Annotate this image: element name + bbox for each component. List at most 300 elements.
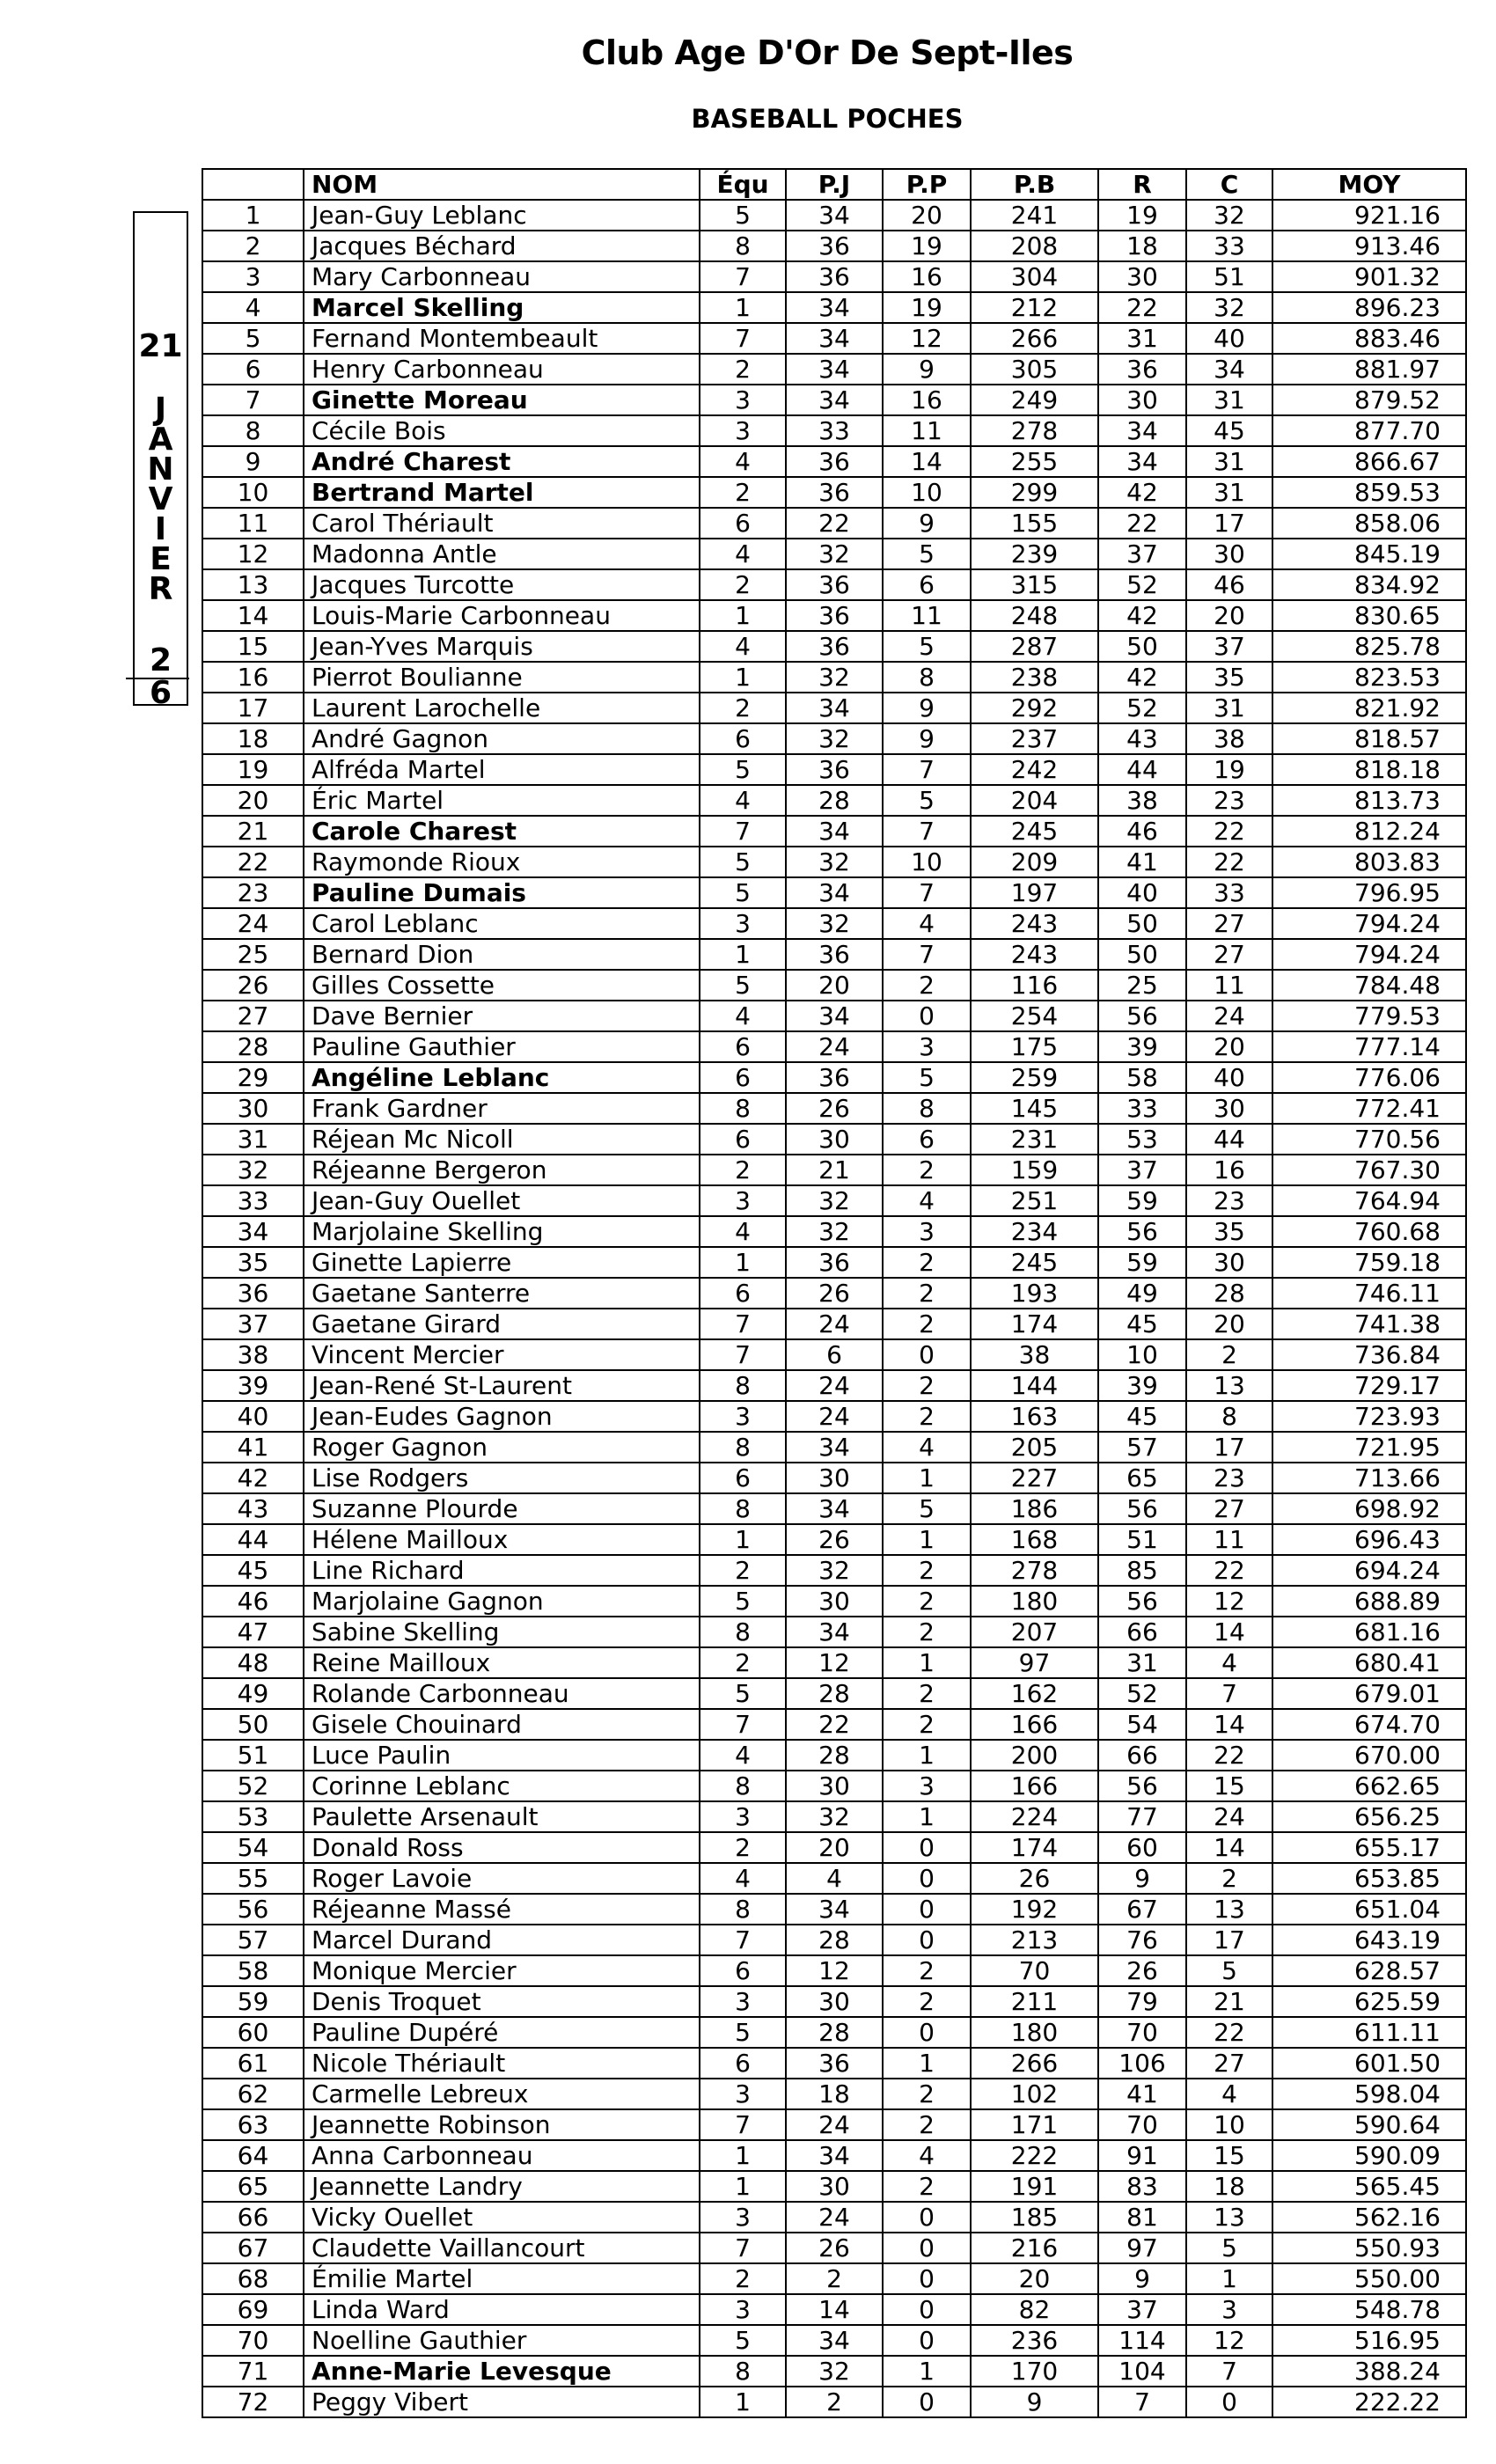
cell-rank: 26 xyxy=(202,970,304,1001)
cell-r: 42 xyxy=(1098,600,1186,631)
cell-pb: 222 xyxy=(971,2140,1098,2171)
cell-c: 45 xyxy=(1186,415,1272,446)
cell-pb: 299 xyxy=(971,477,1098,508)
cell-pp: 14 xyxy=(883,446,971,477)
table-row xyxy=(202,1986,1466,2017)
cell-pb: 174 xyxy=(971,1309,1098,1339)
cell-pb: 242 xyxy=(971,754,1098,785)
cell-c: 33 xyxy=(1186,877,1272,908)
cell-name: Monique Mercier xyxy=(304,1955,700,1986)
cell-c: 22 xyxy=(1186,1740,1272,1771)
cell-name: Jean-Guy Leblanc xyxy=(304,200,700,231)
cell-name: Laurent Larochelle xyxy=(304,693,700,723)
cell-name: Vincent Mercier xyxy=(304,1339,700,1370)
table-row xyxy=(202,354,1466,385)
cell-r: 114 xyxy=(1098,2325,1186,2356)
cell-pj: 24 xyxy=(786,1309,883,1339)
cell-name: Ginette Lapierre xyxy=(304,1247,700,1278)
cell-r: 52 xyxy=(1098,693,1186,723)
cell-pj: 20 xyxy=(786,1832,883,1863)
cell-name: Alfréda Martel xyxy=(304,754,700,785)
cell-pj: 26 xyxy=(786,2233,883,2263)
cell-pb: 162 xyxy=(971,1678,1098,1709)
cell-rank: 45 xyxy=(202,1555,304,1586)
table-row xyxy=(202,1432,1466,1463)
cell-c: 20 xyxy=(1186,600,1272,631)
cell-equ: 2 xyxy=(700,2263,786,2294)
cell-rank: 16 xyxy=(202,662,304,693)
cell-pp: 0 xyxy=(883,2294,971,2325)
cell-c: 22 xyxy=(1186,1555,1272,1586)
cell-pj: 34 xyxy=(786,292,883,323)
cell-name: Frank Gardner xyxy=(304,1093,700,1124)
cell-c: 24 xyxy=(1186,1801,1272,1832)
cell-pp: 5 xyxy=(883,631,971,662)
cell-pj: 36 xyxy=(786,939,883,970)
cell-r: 36 xyxy=(1098,354,1186,385)
cell-r: 41 xyxy=(1098,2079,1186,2109)
cell-pj: 33 xyxy=(786,415,883,446)
cell-name: Mary Carbonneau xyxy=(304,261,700,292)
cell-c: 32 xyxy=(1186,292,1272,323)
cell-pp: 12 xyxy=(883,323,971,354)
cell-pp: 1 xyxy=(883,2048,971,2079)
cell-c: 13 xyxy=(1186,1894,1272,1925)
cell-name: Marjolaine Gagnon xyxy=(304,1586,700,1617)
cell-rank: 28 xyxy=(202,1031,304,1062)
cell-equ: 7 xyxy=(700,1309,786,1339)
date-day-start: 21 xyxy=(138,328,183,364)
cell-r: 34 xyxy=(1098,415,1186,446)
cell-name: Gaetane Santerre xyxy=(304,1278,700,1309)
cell-rank: 48 xyxy=(202,1647,304,1678)
cell-name: Louis-Marie Carbonneau xyxy=(304,600,700,631)
cell-pp: 9 xyxy=(883,693,971,723)
cell-moy: 858.06 xyxy=(1272,508,1466,539)
cell-equ: 2 xyxy=(700,1555,786,1586)
cell-name: Line Richard xyxy=(304,1555,700,1586)
cell-pj: 30 xyxy=(786,1463,883,1493)
cell-pb: 245 xyxy=(971,816,1098,847)
cell-pj: 32 xyxy=(786,539,883,569)
cell-name: Cécile Bois xyxy=(304,415,700,446)
cell-moy: 565.45 xyxy=(1272,2171,1466,2202)
cell-moy: 550.00 xyxy=(1272,2263,1466,2294)
cell-c: 34 xyxy=(1186,354,1272,385)
cell-rank: 70 xyxy=(202,2325,304,2356)
cell-pb: 211 xyxy=(971,1986,1098,2017)
cell-r: 52 xyxy=(1098,1678,1186,1709)
cell-equ: 2 xyxy=(700,693,786,723)
cell-pp: 16 xyxy=(883,261,971,292)
cell-r: 104 xyxy=(1098,2356,1186,2387)
cell-pj: 30 xyxy=(786,1586,883,1617)
cell-equ: 6 xyxy=(700,508,786,539)
cell-c: 31 xyxy=(1186,477,1272,508)
cell-r: 39 xyxy=(1098,1370,1186,1401)
cell-pb: 213 xyxy=(971,1925,1098,1955)
cell-pb: 102 xyxy=(971,2079,1098,2109)
cell-r: 45 xyxy=(1098,1401,1186,1432)
cell-moy: 879.52 xyxy=(1272,385,1466,415)
cell-pb: 20 xyxy=(971,2263,1098,2294)
table-row xyxy=(202,631,1466,662)
cell-rank: 11 xyxy=(202,508,304,539)
cell-c: 31 xyxy=(1186,446,1272,477)
cell-rank: 12 xyxy=(202,539,304,569)
cell-c: 19 xyxy=(1186,754,1272,785)
column-header-pp: P.P xyxy=(883,169,971,200)
cell-r: 45 xyxy=(1098,1309,1186,1339)
cell-equ: 8 xyxy=(700,1617,786,1647)
cell-r: 83 xyxy=(1098,2171,1186,2202)
table-row xyxy=(202,847,1466,877)
cell-rank: 23 xyxy=(202,877,304,908)
cell-rank: 38 xyxy=(202,1339,304,1370)
cell-pp: 2 xyxy=(883,970,971,1001)
table-row xyxy=(202,1247,1466,1278)
cell-r: 57 xyxy=(1098,1432,1186,1463)
cell-rank: 36 xyxy=(202,1278,304,1309)
cell-pb: 292 xyxy=(971,693,1098,723)
cell-rank: 5 xyxy=(202,323,304,354)
cell-pj: 32 xyxy=(786,1801,883,1832)
cell-name: Jean-Yves Marquis xyxy=(304,631,700,662)
cell-moy: 601.50 xyxy=(1272,2048,1466,2079)
cell-pp: 5 xyxy=(883,785,971,816)
table-row xyxy=(202,2017,1466,2048)
cell-name: Pauline Gauthier xyxy=(304,1031,700,1062)
cell-name: André Gagnon xyxy=(304,723,700,754)
cell-pb: 26 xyxy=(971,1863,1098,1894)
cell-rank: 43 xyxy=(202,1493,304,1524)
cell-moy: 821.92 xyxy=(1272,693,1466,723)
cell-pj: 32 xyxy=(786,847,883,877)
cell-pb: 251 xyxy=(971,1185,1098,1216)
cell-equ: 3 xyxy=(700,1801,786,1832)
cell-c: 44 xyxy=(1186,1124,1272,1155)
cell-rank: 30 xyxy=(202,1093,304,1124)
table-row xyxy=(202,908,1466,939)
cell-pb: 191 xyxy=(971,2171,1098,2202)
cell-pb: 82 xyxy=(971,2294,1098,2325)
column-header-c: C xyxy=(1186,169,1272,200)
cell-pp: 3 xyxy=(883,1771,971,1801)
cell-equ: 3 xyxy=(700,1986,786,2017)
cell-pb: 236 xyxy=(971,2325,1098,2356)
table-row xyxy=(202,1524,1466,1555)
cell-pb: 171 xyxy=(971,2109,1098,2140)
cell-moy: 803.83 xyxy=(1272,847,1466,877)
cell-rank: 39 xyxy=(202,1370,304,1401)
cell-r: 58 xyxy=(1098,1062,1186,1093)
cell-r: 70 xyxy=(1098,2109,1186,2140)
cell-name: Paulette Arsenault xyxy=(304,1801,700,1832)
cell-r: 26 xyxy=(1098,1955,1186,1986)
cell-moy: 698.92 xyxy=(1272,1493,1466,1524)
cell-pb: 174 xyxy=(971,1832,1098,1863)
cell-pp: 10 xyxy=(883,847,971,877)
table-row xyxy=(202,323,1466,354)
cell-rank: 50 xyxy=(202,1709,304,1740)
cell-r: 52 xyxy=(1098,569,1186,600)
cell-rank: 61 xyxy=(202,2048,304,2079)
cell-equ: 7 xyxy=(700,1925,786,1955)
cell-c: 11 xyxy=(1186,970,1272,1001)
date-month-letter: N xyxy=(147,451,174,488)
cell-pj: 34 xyxy=(786,1432,883,1463)
cell-equ: 1 xyxy=(700,2171,786,2202)
cell-r: 56 xyxy=(1098,1493,1186,1524)
cell-c: 13 xyxy=(1186,1370,1272,1401)
cell-pb: 216 xyxy=(971,2233,1098,2263)
cell-moy: 388.24 xyxy=(1272,2356,1466,2387)
cell-equ: 5 xyxy=(700,754,786,785)
cell-name: Reine Mailloux xyxy=(304,1647,700,1678)
cell-pj: 28 xyxy=(786,1678,883,1709)
cell-equ: 1 xyxy=(700,2387,786,2417)
cell-equ: 8 xyxy=(700,2356,786,2387)
cell-pb: 259 xyxy=(971,1062,1098,1093)
cell-pb: 180 xyxy=(971,2017,1098,2048)
cell-moy: 643.19 xyxy=(1272,1925,1466,1955)
table-row xyxy=(202,1832,1466,1863)
cell-rank: 67 xyxy=(202,2233,304,2263)
cell-c: 14 xyxy=(1186,1617,1272,1647)
cell-moy: 913.46 xyxy=(1272,231,1466,261)
cell-r: 37 xyxy=(1098,1155,1186,1185)
cell-r: 19 xyxy=(1098,200,1186,231)
cell-moy: 921.16 xyxy=(1272,200,1466,231)
cell-pj: 34 xyxy=(786,354,883,385)
cell-pb: 212 xyxy=(971,292,1098,323)
cell-c: 31 xyxy=(1186,385,1272,415)
cell-pj: 14 xyxy=(786,2294,883,2325)
cell-equ: 6 xyxy=(700,1062,786,1093)
cell-c: 14 xyxy=(1186,1709,1272,1740)
table-row xyxy=(202,1031,1466,1062)
table-row xyxy=(202,446,1466,477)
cell-pb: 243 xyxy=(971,908,1098,939)
cell-equ: 6 xyxy=(700,723,786,754)
cell-moy: 721.95 xyxy=(1272,1432,1466,1463)
cell-pj: 36 xyxy=(786,1062,883,1093)
cell-moy: 881.97 xyxy=(1272,354,1466,385)
cell-name: Carole Charest xyxy=(304,816,700,847)
cell-moy: 548.78 xyxy=(1272,2294,1466,2325)
cell-equ: 7 xyxy=(700,2233,786,2263)
cell-pb: 159 xyxy=(971,1155,1098,1185)
cell-r: 56 xyxy=(1098,1001,1186,1031)
cell-pj: 30 xyxy=(786,1124,883,1155)
cell-moy: 830.65 xyxy=(1272,600,1466,631)
table-row xyxy=(202,2387,1466,2417)
cell-name: Éric Martel xyxy=(304,785,700,816)
cell-name: Dave Bernier xyxy=(304,1001,700,1031)
cell-rank: 31 xyxy=(202,1124,304,1155)
cell-moy: 628.57 xyxy=(1272,1955,1466,1986)
cell-moy: 777.14 xyxy=(1272,1031,1466,1062)
cell-equ: 2 xyxy=(700,477,786,508)
cell-rank: 40 xyxy=(202,1401,304,1432)
cell-pp: 7 xyxy=(883,939,971,970)
cell-pj: 36 xyxy=(786,600,883,631)
cell-c: 17 xyxy=(1186,508,1272,539)
table-row xyxy=(202,816,1466,847)
cell-r: 60 xyxy=(1098,1832,1186,1863)
cell-pj: 22 xyxy=(786,508,883,539)
cell-moy: 834.92 xyxy=(1272,569,1466,600)
cell-pb: 234 xyxy=(971,1216,1098,1247)
cell-moy: 823.53 xyxy=(1272,662,1466,693)
cell-pj: 34 xyxy=(786,1894,883,1925)
cell-equ: 2 xyxy=(700,1832,786,1863)
cell-pj: 32 xyxy=(786,1185,883,1216)
cell-pp: 5 xyxy=(883,539,971,569)
cell-name: Marjolaine Skelling xyxy=(304,1216,700,1247)
table-row xyxy=(202,1925,1466,1955)
cell-r: 10 xyxy=(1098,1339,1186,1370)
cell-c: 22 xyxy=(1186,816,1272,847)
cell-moy: 825.78 xyxy=(1272,631,1466,662)
cell-pp: 1 xyxy=(883,1463,971,1493)
cell-pj: 36 xyxy=(786,231,883,261)
cell-c: 17 xyxy=(1186,1432,1272,1463)
cell-equ: 1 xyxy=(700,662,786,693)
cell-pj: 36 xyxy=(786,1247,883,1278)
cell-moy: 772.41 xyxy=(1272,1093,1466,1124)
cell-name: Jeannette Robinson xyxy=(304,2109,700,2140)
cell-name: Hélene Mailloux xyxy=(304,1524,700,1555)
cell-pb: 166 xyxy=(971,1771,1098,1801)
cell-moy: 896.23 xyxy=(1272,292,1466,323)
cell-pb: 266 xyxy=(971,323,1098,354)
cell-equ: 6 xyxy=(700,1278,786,1309)
cell-equ: 4 xyxy=(700,1863,786,1894)
table-row xyxy=(202,1586,1466,1617)
table-row xyxy=(202,785,1466,816)
cell-rank: 54 xyxy=(202,1832,304,1863)
cell-c: 5 xyxy=(1186,2233,1272,2263)
cell-c: 17 xyxy=(1186,1925,1272,1955)
cell-pj: 21 xyxy=(786,1155,883,1185)
cell-c: 4 xyxy=(1186,1647,1272,1678)
column-header-moy: MOY xyxy=(1272,169,1466,200)
cell-pj: 26 xyxy=(786,1093,883,1124)
cell-pb: 208 xyxy=(971,231,1098,261)
table-row xyxy=(202,1678,1466,1709)
cell-moy: 729.17 xyxy=(1272,1370,1466,1401)
cell-moy: 670.00 xyxy=(1272,1740,1466,1771)
cell-pb: 304 xyxy=(971,261,1098,292)
cell-moy: 222.22 xyxy=(1272,2387,1466,2417)
cell-pb: 145 xyxy=(971,1093,1098,1124)
cell-moy: 688.89 xyxy=(1272,1586,1466,1617)
cell-rank: 63 xyxy=(202,2109,304,2140)
cell-pb: 97 xyxy=(971,1647,1098,1678)
cell-r: 22 xyxy=(1098,508,1186,539)
cell-name: Réjeanne Bergeron xyxy=(304,1155,700,1185)
cell-pp: 7 xyxy=(883,877,971,908)
cell-pp: 8 xyxy=(883,662,971,693)
cell-pp: 20 xyxy=(883,200,971,231)
cell-pb: 249 xyxy=(971,385,1098,415)
cell-equ: 3 xyxy=(700,2202,786,2233)
cell-pp: 10 xyxy=(883,477,971,508)
cell-equ: 4 xyxy=(700,785,786,816)
table-row xyxy=(202,1894,1466,1925)
cell-equ: 8 xyxy=(700,1370,786,1401)
cell-rank: 35 xyxy=(202,1247,304,1278)
cell-pj: 36 xyxy=(786,446,883,477)
cell-name: Claudette Vaillancourt xyxy=(304,2233,700,2263)
cell-moy: 866.67 xyxy=(1272,446,1466,477)
cell-pj: 24 xyxy=(786,1401,883,1432)
cell-equ: 7 xyxy=(700,1339,786,1370)
cell-r: 42 xyxy=(1098,477,1186,508)
cell-r: 30 xyxy=(1098,261,1186,292)
cell-r: 79 xyxy=(1098,1986,1186,2017)
cell-pj: 32 xyxy=(786,662,883,693)
cell-pp: 2 xyxy=(883,1247,971,1278)
cell-pp: 2 xyxy=(883,1370,971,1401)
cell-pj: 28 xyxy=(786,1740,883,1771)
cell-pj: 2 xyxy=(786,2387,883,2417)
cell-c: 11 xyxy=(1186,1524,1272,1555)
cell-name: André Charest xyxy=(304,446,700,477)
cell-rank: 47 xyxy=(202,1617,304,1647)
cell-pp: 0 xyxy=(883,1925,971,1955)
cell-c: 35 xyxy=(1186,1216,1272,1247)
cell-pb: 266 xyxy=(971,2048,1098,2079)
cell-r: 53 xyxy=(1098,1124,1186,1155)
cell-name: Fernand Montembeault xyxy=(304,323,700,354)
cell-pp: 2 xyxy=(883,2079,971,2109)
cell-c: 27 xyxy=(1186,1493,1272,1524)
cell-c: 12 xyxy=(1186,2325,1272,2356)
cell-c: 32 xyxy=(1186,200,1272,231)
table-row xyxy=(202,2109,1466,2140)
table-row xyxy=(202,539,1466,569)
cell-pj: 32 xyxy=(786,908,883,939)
cell-moy: 625.59 xyxy=(1272,1986,1466,2017)
date-month-letter: A xyxy=(148,422,173,458)
cell-rank: 59 xyxy=(202,1986,304,2017)
cell-pj: 12 xyxy=(786,1647,883,1678)
cell-name: Henry Carbonneau xyxy=(304,354,700,385)
cell-pj: 34 xyxy=(786,1493,883,1524)
cell-pj: 34 xyxy=(786,385,883,415)
cell-r: 56 xyxy=(1098,1771,1186,1801)
cell-pb: 170 xyxy=(971,2356,1098,2387)
cell-name: Raymonde Rioux xyxy=(304,847,700,877)
cell-r: 59 xyxy=(1098,1247,1186,1278)
cell-pj: 30 xyxy=(786,2171,883,2202)
cell-pb: 38 xyxy=(971,1339,1098,1370)
column-header-equ: Équ xyxy=(700,169,786,200)
cell-pp: 2 xyxy=(883,1555,971,1586)
cell-name: Angéline Leblanc xyxy=(304,1062,700,1093)
cell-pp: 9 xyxy=(883,354,971,385)
cell-name: Marcel Durand xyxy=(304,1925,700,1955)
table-row xyxy=(202,2325,1466,2356)
cell-pp: 6 xyxy=(883,1124,971,1155)
cell-r: 49 xyxy=(1098,1278,1186,1309)
cell-pp: 0 xyxy=(883,2017,971,2048)
cell-c: 28 xyxy=(1186,1278,1272,1309)
cell-moy: 694.24 xyxy=(1272,1555,1466,1586)
cell-equ: 3 xyxy=(700,908,786,939)
